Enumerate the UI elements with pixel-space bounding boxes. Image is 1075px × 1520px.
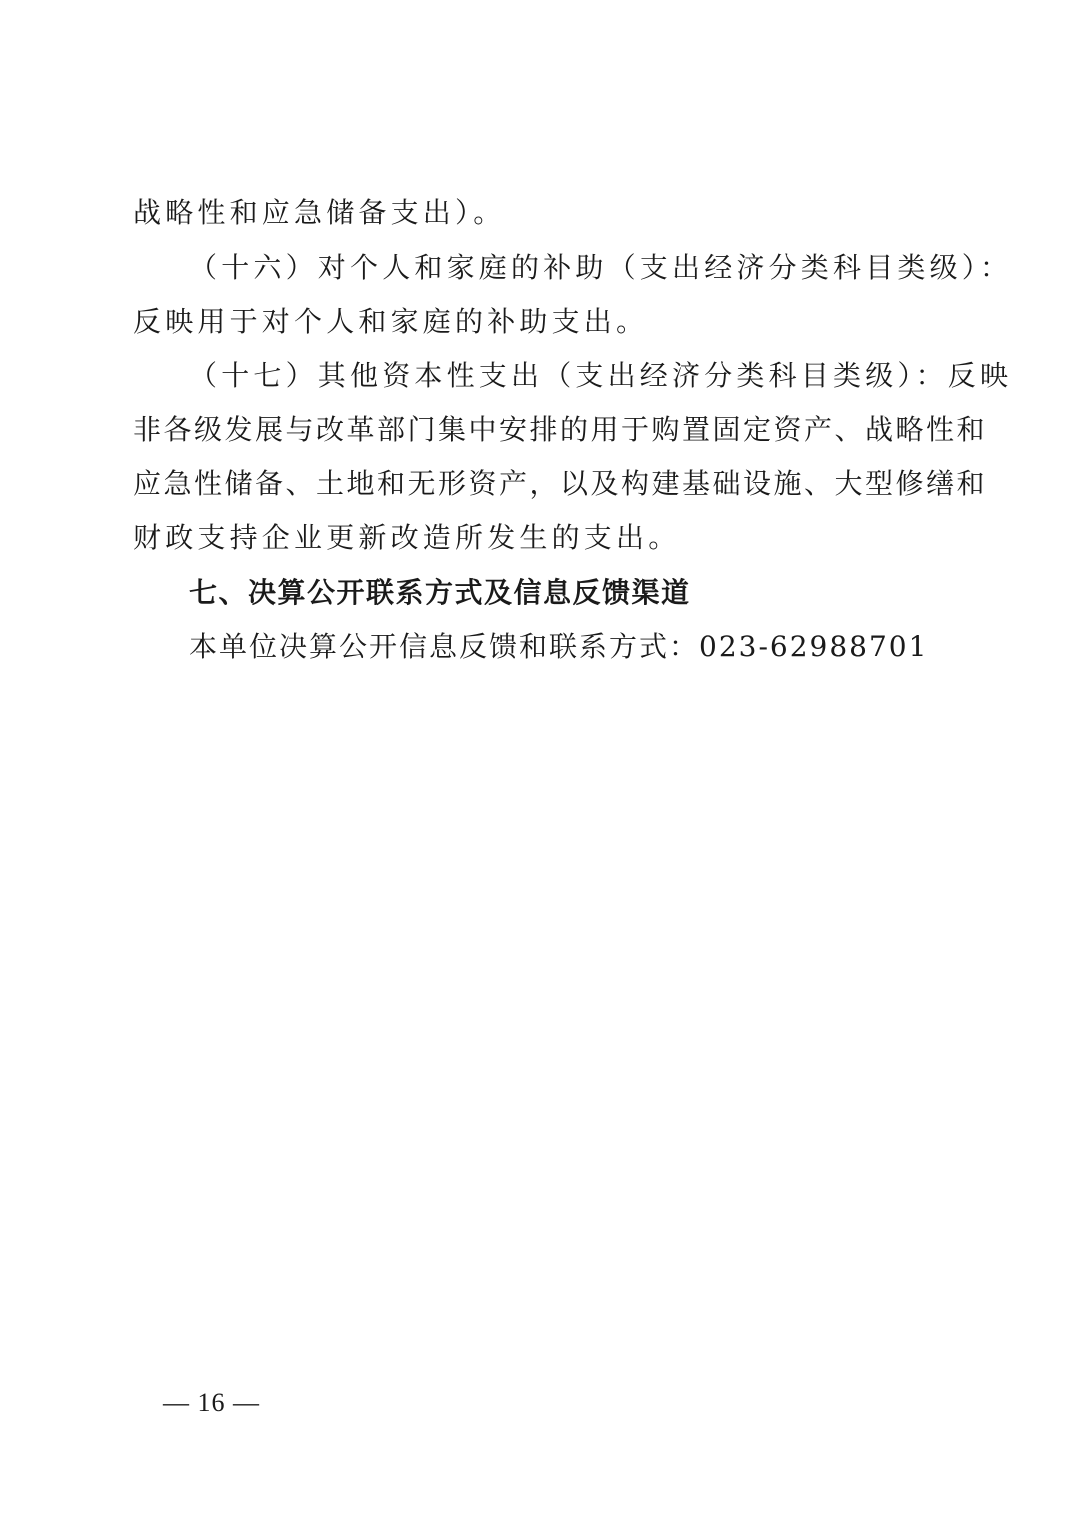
paragraph-line-3: 反映用于对个人和家庭的补助支出。 [133,305,649,338]
paragraph-line-7: 财政支持企业更新改造所发生的支出。 [133,521,681,554]
paragraph-line-5: 非各级发展与改革部门集中安排的用于购置固定资产、战略性和 [133,413,988,446]
paragraph-line-4: （十七）其他资本性支出（支出经济分类科目类级）：反映 [189,359,1013,392]
paragraph-line-2: （十六）对个人和家庭的补助（支出经济分类科目类级）： [189,251,1013,284]
page-number: — 16 — [163,1388,260,1417]
paragraph-line-6: 应急性储备、土地和无形资产，以及构建基础设施、大型修缮和 [133,467,988,500]
section-heading: 七、决算公开联系方式及信息反馈渠道 [189,576,691,609]
paragraph-line-1: 战略性和应急储备支出）。 [133,196,506,229]
contact-line: 本单位决算公开信息反馈和联系方式：023-62988701 [189,630,929,663]
